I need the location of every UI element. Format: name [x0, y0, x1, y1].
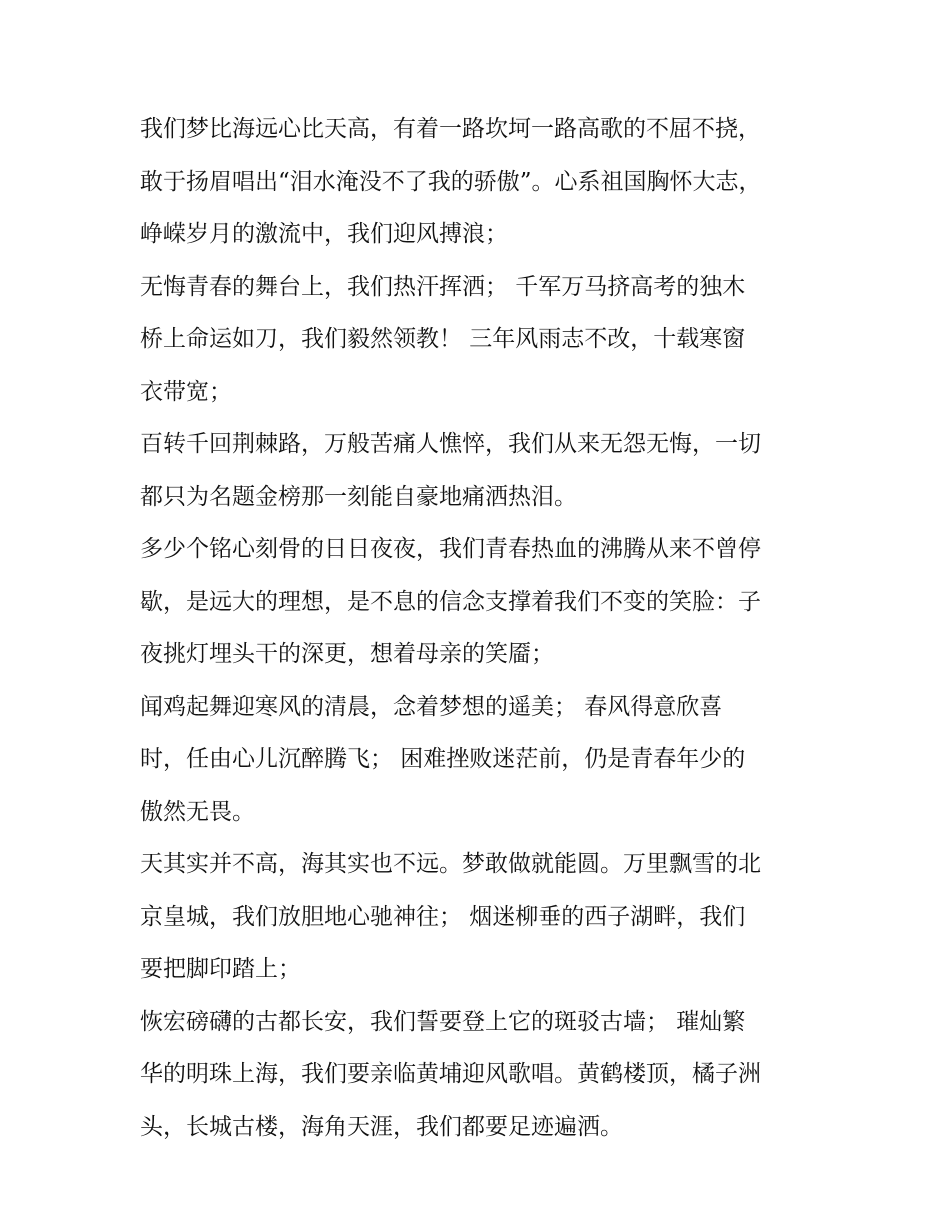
text-line: 敢于扬眉唱出“泪水淹没不了我的骄傲”。心系祖国胸怀大志，: [140, 168, 762, 195]
text-line: 桥上命运如刀，我们毅然领教！ 三年风雨志不改，十载寒窗: [140, 326, 746, 352]
text-line: 头，长城古楼，海角天涯，我们都要足迹遍洒。: [140, 1113, 623, 1140]
text-line: 歇，是远大的理想，是不息的信念支撑着我们不变的笑脸：子: [140, 588, 761, 615]
text-line: 傲然无畏。: [140, 798, 255, 825]
text-line: 百转千回荆棘路，万般苦痛人憔悴，我们从来无怨无悔，一切: [140, 431, 761, 457]
body-text: [140, 103, 820, 1153]
text-line: 我们梦比海远心比天高，有着一路坎坷一路高歌的不屈不挠，: [140, 116, 761, 142]
text-line: 天其实并不高，海其实也不远。梦敢做就能圆。万里飘雪的北: [140, 851, 761, 877]
text-line: 要把脚印踏上；: [140, 956, 301, 982]
text-line: 都只为名题金榜那一刻能自豪地痛洒热泪。: [140, 483, 577, 510]
text-line: 夜挑灯埋头干的深更，想着母亲的笑靥；: [140, 641, 554, 667]
text-line: 无悔青春的舞台上，我们热汗挥洒； 千军万马挤高考的独木: [140, 273, 746, 300]
text-line: 京皇城，我们放胆地心驰神往； 烟迷柳垂的西子湖畔，我们: [140, 903, 746, 930]
text-line: 衣带宽；: [140, 378, 232, 405]
text-line: 恢宏磅礴的古都长安，我们誓要登上它的斑驳古墙； 璀灿繁: [140, 1008, 746, 1035]
text-line: 峥嵘岁月的激流中，我们迎风搏浪；: [140, 221, 508, 247]
text-line: 闻鸡起舞迎寒风的清晨，念着梦想的遥美； 春风得意欣喜: [140, 693, 723, 720]
text-line: 华的明珠上海，我们要亲临黄埔迎风歌唱。黄鹤楼顶，橘子洲: [140, 1061, 761, 1087]
text-line: 多少个铭心刻骨的日日夜夜，我们青春热血的沸腾从来不曾停: [140, 536, 761, 562]
text-line: 时，任由心儿沉醉腾飞； 困难挫败迷茫前，仍是青春年少的: [140, 746, 746, 772]
